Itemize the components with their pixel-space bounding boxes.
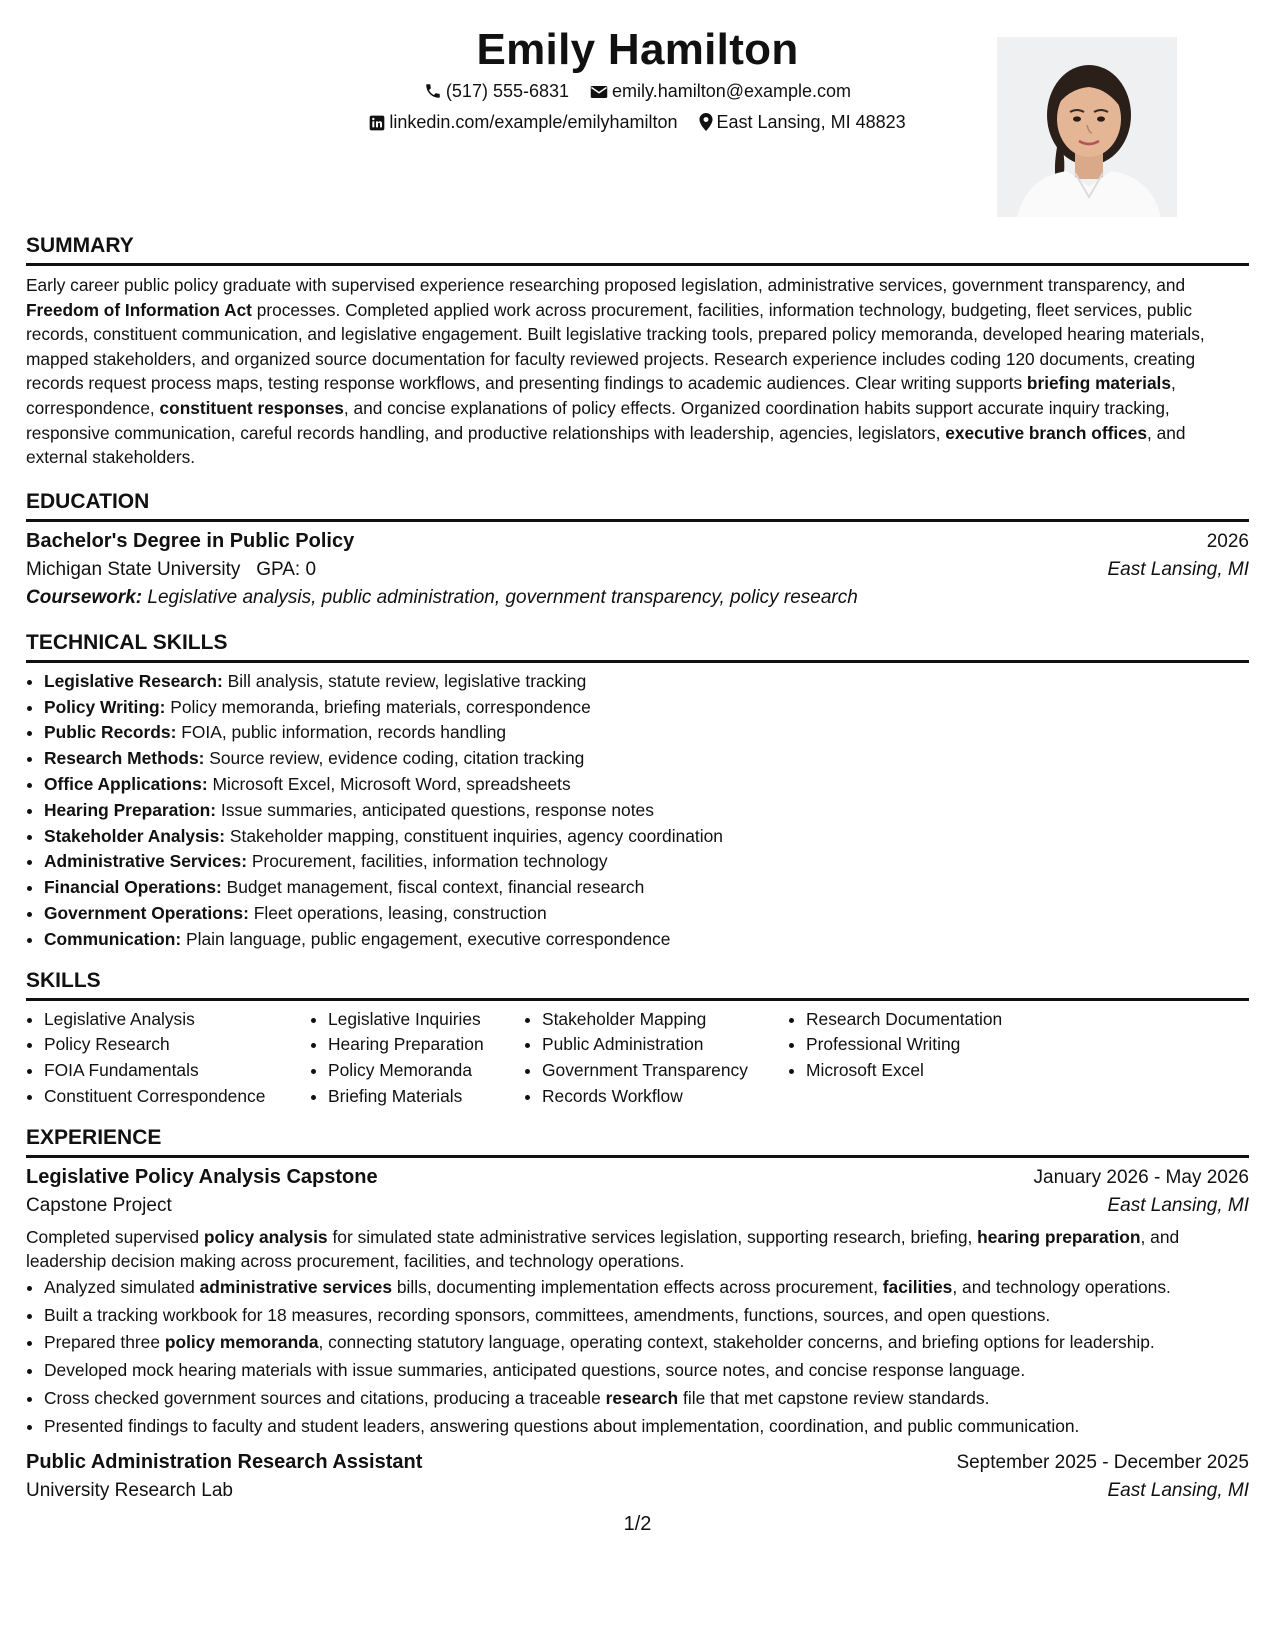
list-item: • Legislative Analysis [44, 1007, 310, 1033]
skills-column [788, 1007, 1002, 1110]
linkedin-icon [369, 115, 385, 131]
bullet-part: Analyzed simulated [44, 1276, 200, 1297]
list-item [44, 1386, 1249, 1412]
bullet-part: bills, documenting implementation effects across procurement, [392, 1276, 883, 1297]
skill-label: Stakeholder Analysis: [44, 825, 226, 846]
resume-page [26, 20, 1249, 1502]
list-item [44, 798, 1249, 824]
summary-part: Early career public policy graduate with supervised experience researching proposed legislation, administrative services, government transparency, and [26, 275, 1186, 295]
skill-label: Hearing Preparation: [44, 799, 217, 820]
summary-bold: Freedom of Information Act [26, 299, 252, 320]
summary-part: processes. Completed applied work across procurement, facilities, information technology, budgeting, fleet services, public records, constituent communication, and legislative engagement. Built legislative tracking tools, prepared policy memoranda, developed hearing materials, mapped stakeholders, and organized source documentation for faculty reviewed projects. Research experience includes coding 120 documents, creating records request process maps, testing response workflows, and presenting findings to academic audiences. Clear writing supports [26, 299, 1205, 394]
list-item: • Constituent Correspondence [44, 1084, 310, 1110]
phone-icon [424, 82, 442, 100]
list-item: • Government Transparency [542, 1058, 788, 1084]
desc-part: for simulated state administrative services legislation, supporting research, briefing, [327, 1226, 978, 1247]
bullet-part: , connecting statutory language, operating context, stakeholder concerns, and briefing options for leadership. [318, 1332, 1155, 1353]
list-item: • Public Administration [542, 1032, 788, 1058]
skill-label: Office Applications: [44, 773, 208, 794]
skill-label: Public Records: [44, 722, 177, 743]
job-location: East Lansing, MI [1107, 1194, 1249, 1216]
summary-part: , and external stakeholders. [26, 422, 1186, 468]
skill-text: Policy memoranda, briefing materials, correspondence [170, 696, 591, 717]
skill-text: Plain language, public engagement, executive correspondence [186, 928, 671, 949]
list-item [44, 824, 1249, 850]
desc-bold: policy analysis [203, 1226, 328, 1247]
skill-text: Stakeholder mapping, constituent inquiries, agency coordination [229, 825, 723, 846]
list-item: • Stakeholder Mapping [542, 1007, 788, 1033]
experience-heading: EXPERIENCE [26, 1124, 1249, 1158]
list-item [44, 695, 1249, 721]
school-location: East Lansing, MI [1107, 558, 1249, 580]
job-header [26, 1166, 1249, 1189]
skill-text: Fleet operations, leasing, construction [253, 902, 547, 923]
map-pin-icon [699, 113, 713, 131]
job-title: Legislative Policy Analysis Capstone [26, 1165, 378, 1188]
job-dates: September 2025 - December 2025 [956, 1452, 1249, 1474]
education-heading: EDUCATION [26, 488, 1249, 522]
skill-label: Policy Writing: [44, 696, 166, 717]
summary-bold: briefing materials [1026, 373, 1171, 394]
profile-photo [997, 37, 1177, 217]
list-item: • FOIA Fundamentals [44, 1058, 310, 1084]
job-sub [26, 1480, 1249, 1502]
list-item: • Policy Research [44, 1032, 310, 1058]
list-item [44, 875, 1249, 901]
bullet-part: Developed mock hearing materials with issue summaries, anticipated questions, source notes, and concise response language. [44, 1360, 1026, 1381]
list-item: • Research Documentation [806, 1007, 1002, 1033]
coursework-label: Coursework: [26, 586, 143, 608]
summary-part: , and concise explanations of policy effects. Organized coordination habits support accurate inquiry tracking, responsive communication, careful records handling, and productive relationships with leadership, agencies, legislators, [26, 397, 1170, 443]
list-item: • Professional Writing [806, 1032, 1002, 1058]
email-contact[interactable] [590, 76, 851, 107]
summary-heading: SUMMARY [26, 232, 1249, 266]
desc-bold: hearing preparation [977, 1226, 1141, 1247]
list-item [44, 1303, 1249, 1329]
list-item [44, 746, 1249, 772]
skill-label: Research Methods: [44, 748, 205, 769]
desc-part: , and leadership decision making across procurement, facilities, and technology operations. [26, 1226, 1180, 1271]
list-item [44, 901, 1249, 927]
bullet-bold: facilities [882, 1276, 953, 1297]
location-contact [699, 107, 906, 138]
graduation-year: 2026 [1206, 530, 1249, 552]
job-org: Capstone Project [26, 1194, 172, 1216]
list-item: • Policy Memoranda [328, 1058, 524, 1084]
list-item [44, 1330, 1249, 1356]
list-item: • Briefing Materials [328, 1084, 524, 1110]
bullet-bold: research [605, 1387, 679, 1408]
list-item [44, 669, 1249, 695]
technical-skills-list [26, 669, 1249, 953]
job-description [26, 1225, 1249, 1273]
summary-part: , correspondence, [26, 373, 1176, 418]
skills-column [26, 1007, 310, 1110]
skill-label: Communication: [44, 928, 182, 949]
skill-text: Microsoft Excel, Microsoft Word, spreadsheets [212, 773, 571, 794]
skill-label: Administrative Services: [44, 851, 247, 872]
education-row [26, 530, 1249, 553]
bullet-part: , and technology operations. [952, 1276, 1171, 1297]
coursework-text: Legislative analysis, public administration, government transparency, policy research [147, 586, 858, 608]
list-item: • Records Workflow [542, 1084, 788, 1110]
education-sub-row [26, 559, 1249, 581]
skill-text: Source review, evidence coding, citation tracking [209, 748, 585, 769]
skills-column [310, 1007, 524, 1110]
phone-contact[interactable] [424, 76, 569, 107]
list-item [44, 849, 1249, 875]
location-text: East Lansing, MI 48823 [716, 112, 906, 132]
skills-section [26, 967, 1249, 1110]
bullet-part: Prepared three [44, 1332, 165, 1353]
list-item [44, 772, 1249, 798]
skills-heading: SKILLS [26, 967, 1249, 1001]
list-item: • Microsoft Excel [806, 1058, 1002, 1084]
school-gpa [26, 559, 316, 581]
job-location: East Lansing, MI [1107, 1480, 1249, 1502]
experience-entry [26, 1451, 1249, 1502]
skills-grid [26, 1007, 1249, 1110]
page-number: 1/2 [623, 1513, 652, 1535]
linkedin-text: linkedin.com/example/emilyhamilton [389, 112, 678, 132]
technical-skills-section [26, 629, 1249, 953]
summary-bold: executive branch offices [945, 422, 1147, 443]
summary-bold: constituent responses [159, 397, 344, 418]
technical-skills-heading: TECHNICAL SKILLS [26, 629, 1249, 663]
experience-entry [26, 1166, 1249, 1440]
skill-label: Legislative Research: [44, 670, 223, 691]
bullet-part: Presented findings to faculty and student leaders, answering questions about implementation, coordination, and public communication. [44, 1415, 1080, 1436]
desc-part: Completed supervised [26, 1226, 204, 1247]
list-item: • Hearing Preparation [328, 1032, 524, 1058]
experience-section [26, 1124, 1249, 1503]
skill-text: Bill analysis, statute review, legislative tracking [227, 670, 587, 691]
skill-text: Procurement, facilities, information technology [251, 851, 608, 872]
list-item [44, 1275, 1249, 1301]
candidate-name: Emily Hamilton [476, 25, 799, 74]
summary-section [26, 232, 1249, 470]
skill-text: Budget management, fiscal context, financial research [226, 877, 645, 898]
list-item [44, 720, 1249, 746]
phone-text: (517) 555-6831 [445, 81, 570, 101]
list-item [44, 1358, 1249, 1384]
bullet-bold: administrative services [199, 1276, 393, 1297]
job-bullets [26, 1275, 1249, 1440]
job-header [26, 1451, 1249, 1474]
list-item [44, 1414, 1249, 1440]
bullet-part: Built a tracking workbook for 18 measures, recording sponsors, committees, amendments, functions, sources, and open questions. [44, 1304, 1051, 1325]
skill-text: Issue summaries, anticipated questions, response notes [220, 799, 654, 820]
summary-text [26, 273, 1249, 470]
list-item: • Legislative Inquiries [328, 1007, 524, 1033]
school-name: Michigan State University [26, 558, 241, 580]
education-section [26, 488, 1249, 609]
degree-title: Bachelor's Degree in Public Policy [26, 529, 355, 552]
bullet-part: Cross checked government sources and citations, producing a traceable [44, 1387, 606, 1408]
skills-column [524, 1007, 788, 1110]
job-org: University Research Lab [26, 1480, 233, 1502]
envelope-icon [590, 84, 608, 100]
bullet-part: file that met capstone review standards. [678, 1387, 990, 1408]
resume-header [26, 24, 1249, 224]
job-sub [26, 1195, 1249, 1217]
email-text: emily.hamilton@example.com [612, 81, 852, 101]
linkedin-contact[interactable] [369, 107, 677, 138]
bullet-bold: policy memoranda [164, 1332, 319, 1353]
job-dates: January 2026 - May 2026 [1033, 1166, 1249, 1188]
job-title: Public Administration Research Assistant [26, 1451, 423, 1474]
gpa: GPA: 0 [256, 558, 317, 580]
skill-text: FOIA, public information, records handling [181, 722, 507, 743]
list-item [44, 927, 1249, 953]
coursework [26, 587, 1249, 609]
skill-label: Financial Operations: [44, 877, 222, 898]
skill-label: Government Operations: [44, 902, 249, 923]
